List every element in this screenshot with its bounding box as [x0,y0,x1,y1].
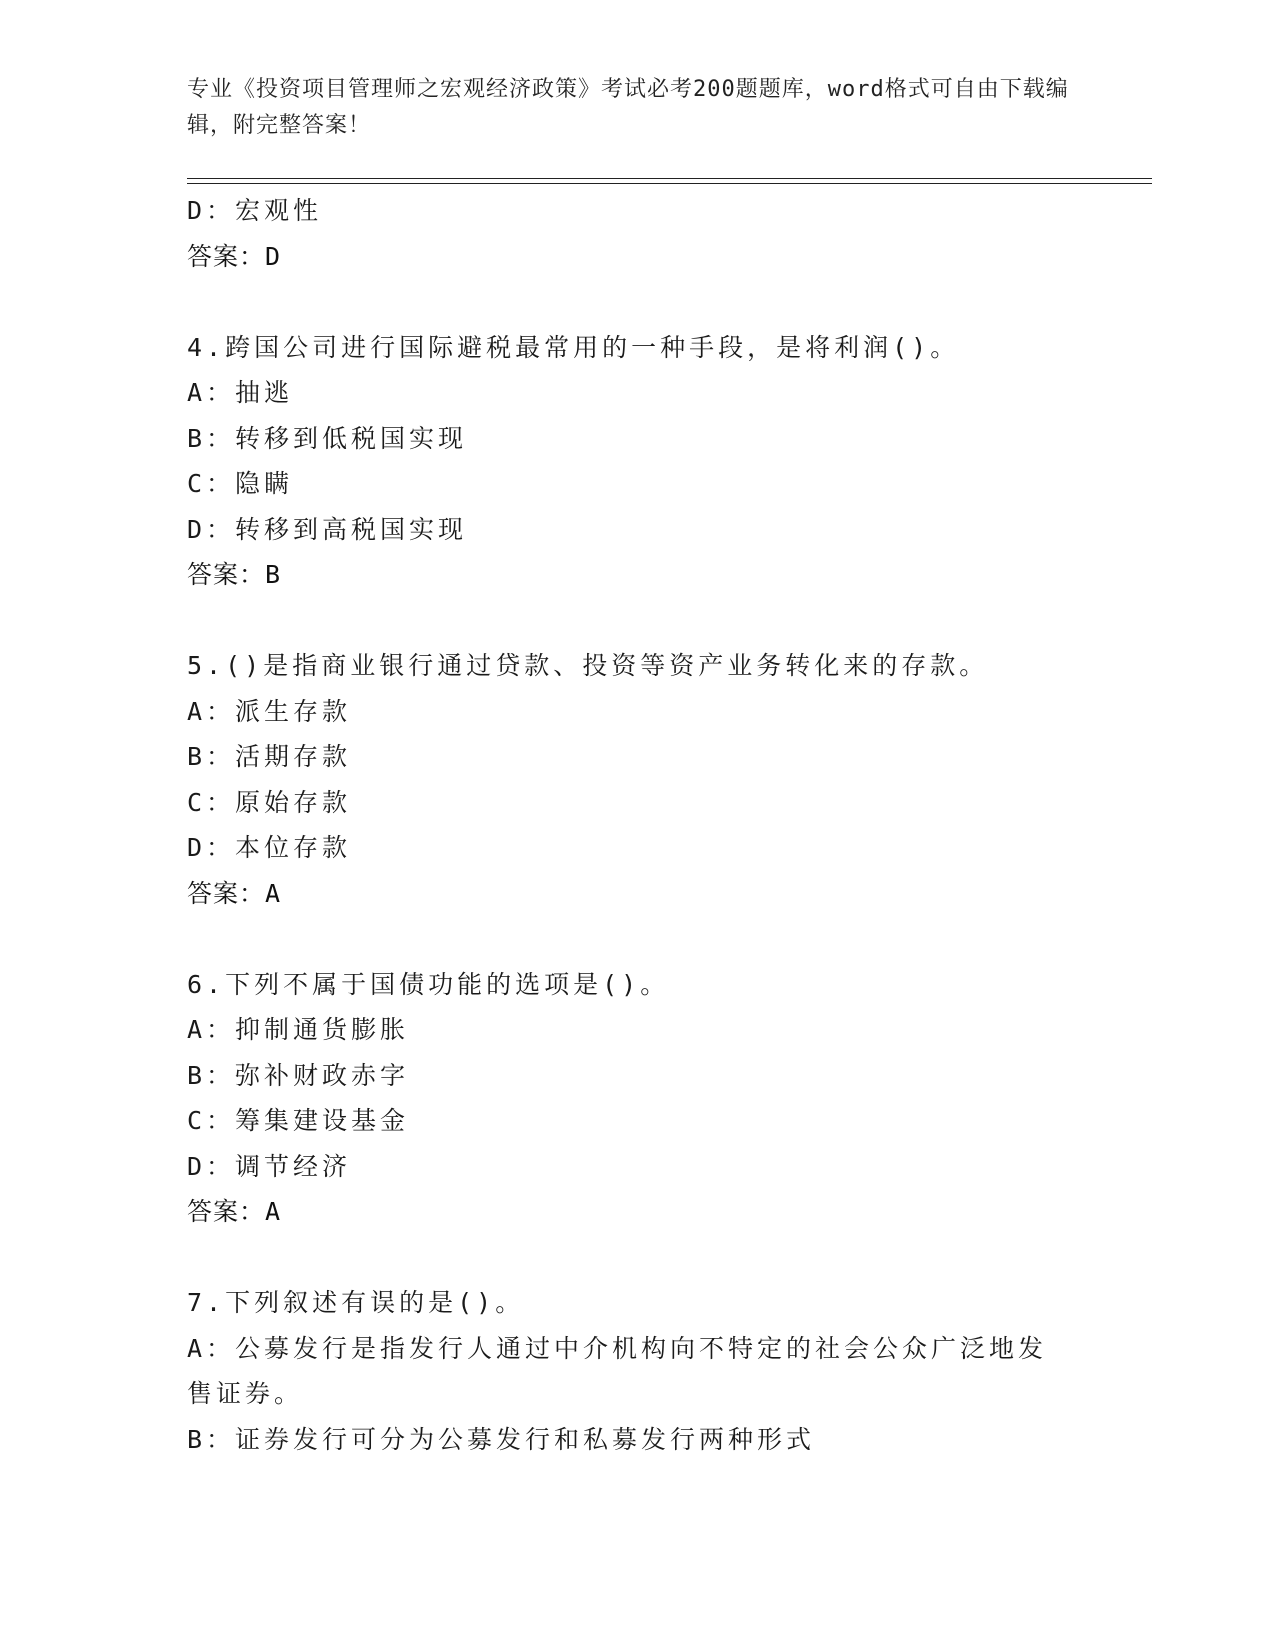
header-rule-top [187,178,1152,179]
option-a: A：抽逃 [187,378,294,407]
question-stem: 5.()是指商业银行通过贷款、投资等资产业务转化来的存款。 [187,651,989,680]
option-b: B：证券发行可分为公募发行和私募发行两种形式 [187,1424,816,1454]
option-d: D：宏观性 [187,196,323,225]
option-a: A：公募发行是指发行人通过中介机构向不特定的社会公众广泛地发售证券。 [187,1333,1048,1408]
question-stem: 4.跨国公司进行国际避税最常用的一种手段，是将利润()。 [187,332,960,362]
document-header: 专业《投资项目管理师之宏观经济政策》考试必考200题题库，word格式可自由下载编辑，附完整答案！ [187,77,1069,138]
option-b: B：转移到低税国实现 [187,423,468,453]
answer: 答案：A [187,1197,282,1226]
spacer [187,598,1087,644]
option-c: C：隐瞒 [187,469,294,498]
spacer [187,279,1087,325]
answer: 答案：A [187,878,282,908]
question-stem: 6.下列不属于国债功能的选项是()。 [187,969,670,999]
option-d: D：转移到高税国实现 [187,514,468,544]
option-c: C：原始存款 [187,787,352,817]
option-a: A：抑制通货膨胀 [187,1015,410,1044]
answer: 答案：B [187,560,282,589]
option-b: B：活期存款 [187,742,352,771]
question-stem: 7.下列叙述有误的是()。 [187,1288,525,1317]
spacer [187,1235,1087,1281]
spacer [187,916,1087,962]
question-list [187,188,1087,1462]
option-c: C：筹集建设基金 [187,1106,410,1135]
header-rule-bottom [187,183,1152,184]
option-d: D：本位存款 [187,833,352,862]
option-d: D：调节经济 [187,1151,352,1181]
option-a: A：派生存款 [187,696,352,726]
option-b: B：弥补财政赤字 [187,1060,410,1090]
answer: 答案：D [187,241,282,271]
document-page [187,0,1152,1650]
